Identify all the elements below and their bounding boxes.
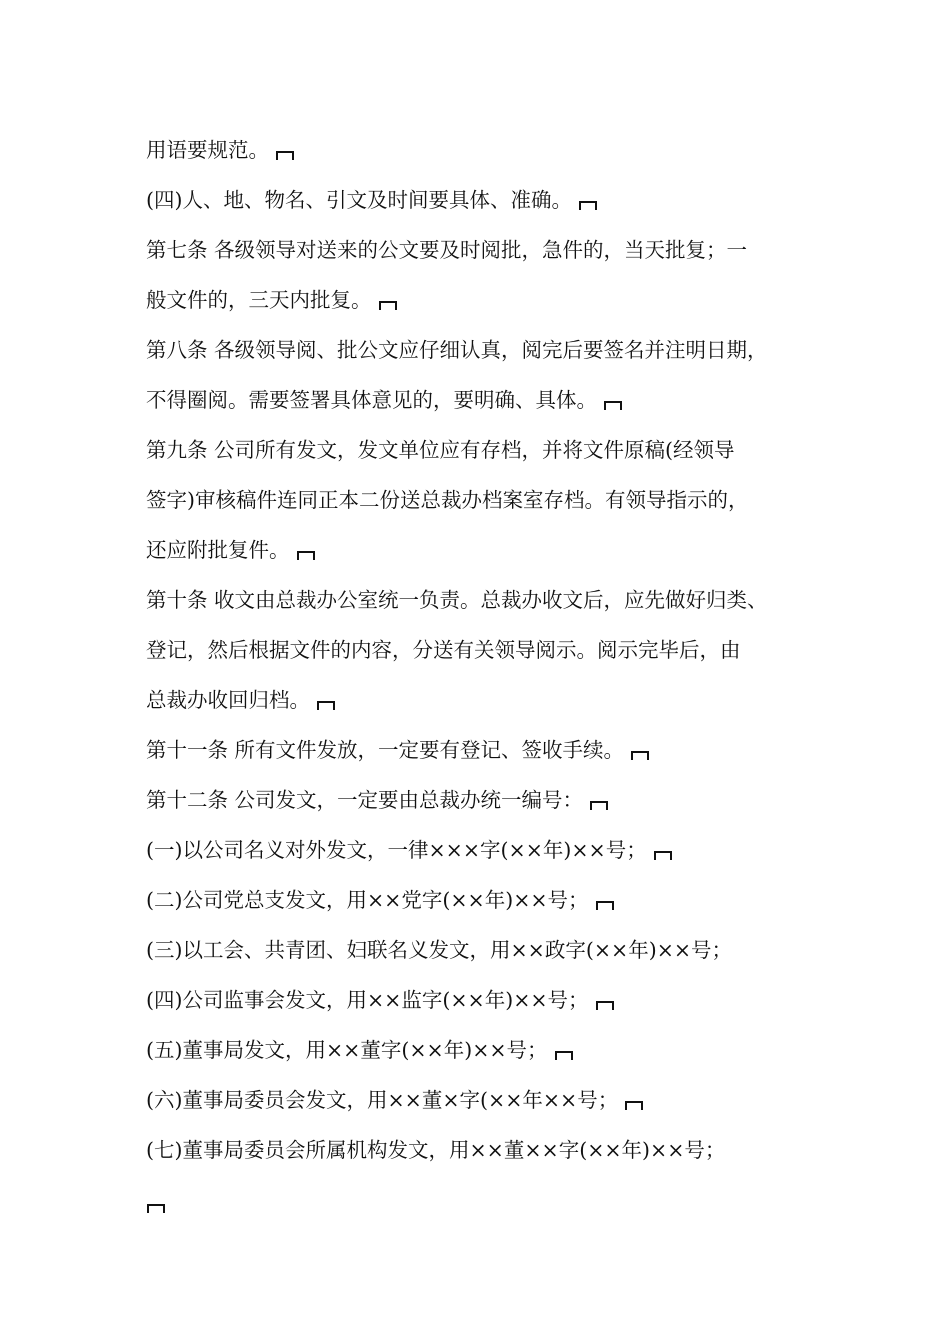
line-text: 第十条 收文由总裁办公室统一负责。总裁办收文后，应先做好归类、	[146, 588, 768, 612]
paragraph-mark-icon	[653, 850, 673, 860]
line-text: (二)公司党总支发文，用××党字(××年)××号；	[146, 888, 589, 912]
line-text: 还应附批复件。	[146, 538, 290, 562]
line-text: (五)董事局发文，用××董字(××年)××号；	[146, 1038, 548, 1062]
paragraph-mark-icon	[275, 150, 295, 160]
text-line	[146, 835, 826, 865]
text-line	[146, 785, 826, 815]
line-text: (三)以工会、共青团、妇联名义发文，用××政字(××年)××号；	[146, 938, 733, 962]
line-text: 般文件的，三天内批复。	[146, 288, 372, 312]
line-text: 用语要规范。	[146, 138, 269, 162]
text-line	[146, 935, 826, 965]
line-text: 第八条 各级领导阅、批公文应仔细认真，阅完后要签名并注明日期，	[146, 338, 768, 362]
text-line	[146, 585, 826, 615]
text-line	[146, 1085, 826, 1115]
text-line	[146, 1135, 826, 1165]
text-line	[146, 185, 826, 215]
line-text: (四)人、地、物名、引文及时间要具体、准确。	[146, 188, 572, 212]
line-text: 第九条 公司所有发文，发文单位应有存档，并将文件原稿(经领导	[146, 438, 735, 462]
line-text: (四)公司监事会发文，用××监字(××年)××号；	[146, 988, 589, 1012]
paragraph-mark-icon	[595, 900, 615, 910]
paragraph-mark-icon	[296, 550, 316, 560]
line-text: 登记，然后根据文件的内容，分送有关领导阅示。阅示完毕后，由	[146, 638, 741, 662]
text-line	[146, 335, 826, 365]
line-text: (一)以公司名义对外发文，一律×××字(××年)××号；	[146, 838, 647, 862]
paragraph-mark-icon	[624, 1100, 644, 1110]
line-text: 第十一条 所有文件发放，一定要有登记、签收手续。	[146, 738, 625, 762]
line-text: (六)董事局委员会发文，用××董×字(××年××号；	[146, 1088, 619, 1112]
paragraph-mark-icon	[589, 800, 609, 810]
paragraph-mark-icon	[595, 1000, 615, 1010]
line-text: 第十二条 公司发文，一定要由总裁办统一编号：	[146, 788, 584, 812]
paragraph-mark-icon	[554, 1050, 574, 1060]
line-text: (七)董事局委员会所属机构发文，用××董××字(××年)××号；	[146, 1138, 726, 1162]
line-text: 签字)审核稿件连同正本二份送总裁办档案室存档。有领导指示的，	[146, 488, 749, 512]
text-line	[146, 285, 826, 315]
text-line	[146, 435, 826, 465]
paragraph-mark-icon	[630, 750, 650, 760]
text-line	[146, 535, 826, 565]
line-text: 第七条 各级领导对送来的公文要及时阅批，急件的，当天批复；一	[146, 238, 748, 262]
paragraph-mark-icon	[578, 200, 598, 210]
text-line	[146, 885, 826, 915]
text-line	[146, 635, 826, 665]
text-line	[146, 685, 826, 715]
text-line	[146, 135, 826, 165]
text-line	[146, 1188, 826, 1218]
paragraph-mark-icon	[603, 400, 623, 410]
text-line	[146, 235, 826, 265]
text-line	[146, 385, 826, 415]
paragraph-mark-icon	[146, 1203, 166, 1213]
line-text: 总裁办收回归档。	[146, 688, 310, 712]
paragraph-mark-icon	[378, 300, 398, 310]
text-line	[146, 1035, 826, 1065]
text-line	[146, 735, 826, 765]
text-line	[146, 485, 826, 515]
paragraph-mark-icon	[316, 700, 336, 710]
line-text: 不得圈阅。需要签署具体意见的，要明确、具体。	[146, 388, 597, 412]
text-line	[146, 985, 826, 1015]
